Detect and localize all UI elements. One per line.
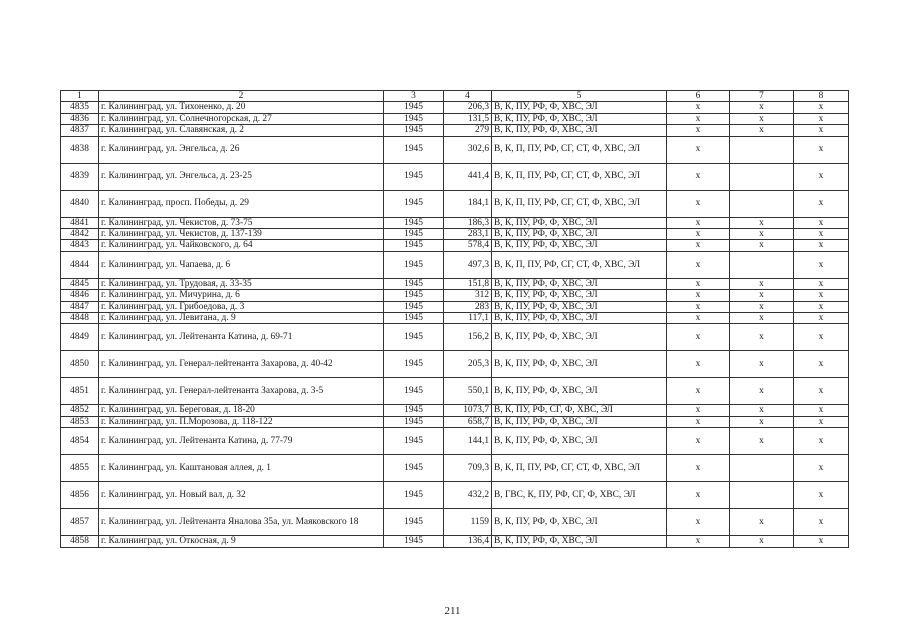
table-row — [61, 428, 849, 455]
row-col8-mark: x — [794, 190, 849, 217]
table-row — [61, 482, 849, 509]
row-works: В, К, П, ПУ, РФ, СГ, СТ, Ф, ХВС, ЭЛ — [492, 163, 667, 190]
row-year: 1945 — [384, 125, 444, 136]
row-col8-mark: x — [794, 125, 849, 136]
row-area: 186,3 — [444, 217, 492, 228]
table-row — [61, 190, 849, 217]
row-works: В, К, ПУ, РФ, Ф, ХВС, ЭЛ — [492, 351, 667, 378]
row-col7-mark — [730, 163, 794, 190]
row-col7-mark: x — [730, 290, 794, 301]
row-address: г. Калининград, ул. Лейтенанта Яналова 35а, ул. Маяковского 18 — [99, 509, 384, 536]
row-col8-mark: x — [794, 290, 849, 301]
row-works: В, К, ПУ, РФ, Ф, ХВС, ЭЛ — [492, 416, 667, 427]
row-col8-mark: x — [794, 416, 849, 427]
table-row — [61, 536, 849, 547]
row-col7-mark: x — [730, 509, 794, 536]
row-works: В, К, ПУ, РФ, Ф, ХВС, ЭЛ — [492, 217, 667, 228]
row-col7-mark: x — [730, 428, 794, 455]
col-header-6: 6 — [667, 91, 730, 102]
table-row — [61, 509, 849, 536]
row-col8-mark: x — [794, 163, 849, 190]
row-area: 302,6 — [444, 136, 492, 163]
row-col8-mark: x — [794, 455, 849, 482]
row-col7-mark — [730, 190, 794, 217]
row-works: В, К, ПУ, РФ, Ф, ХВС, ЭЛ — [492, 536, 667, 547]
row-col8-mark: x — [794, 324, 849, 351]
row-area: 312 — [444, 290, 492, 301]
table-row — [61, 455, 849, 482]
row-works: В, К, ПУ, РФ, Ф, ХВС, ЭЛ — [492, 278, 667, 289]
row-col7-mark: x — [730, 102, 794, 113]
table-row — [61, 229, 849, 240]
col-header-8: 8 — [794, 91, 849, 102]
row-col8-mark: x — [794, 378, 849, 405]
col-header-5: 5 — [492, 91, 667, 102]
row-area: 117,1 — [444, 313, 492, 324]
table-row — [61, 351, 849, 378]
row-year: 1945 — [384, 113, 444, 124]
table-row — [61, 405, 849, 416]
row-col6-mark: x — [667, 278, 730, 289]
row-col6-mark: x — [667, 190, 730, 217]
row-works: В, К, ПУ, РФ, СГ, Ф, ХВС, ЭЛ — [492, 405, 667, 416]
row-col7-mark: x — [730, 351, 794, 378]
row-year: 1945 — [384, 290, 444, 301]
row-number: 4853 — [61, 416, 99, 427]
row-address: г. Калининград, ул. Грибоедова, д. 3 — [99, 301, 384, 312]
row-col6-mark: x — [667, 378, 730, 405]
row-works: В, К, ПУ, РФ, Ф, ХВС, ЭЛ — [492, 428, 667, 455]
row-col6-mark: x — [667, 240, 730, 251]
row-col6-mark: x — [667, 251, 730, 278]
row-col7-mark: x — [730, 301, 794, 312]
row-col7-mark: x — [730, 536, 794, 547]
row-year: 1945 — [384, 378, 444, 405]
row-number: 4835 — [61, 102, 99, 113]
row-address: г. Калининград, ул. Чекистов, д. 137-139 — [99, 229, 384, 240]
row-address: г. Калининград, ул. Левитана, д. 9 — [99, 313, 384, 324]
row-year: 1945 — [384, 313, 444, 324]
row-works: В, К, ПУ, РФ, Ф, ХВС, ЭЛ — [492, 378, 667, 405]
row-year: 1945 — [384, 482, 444, 509]
table-row — [61, 290, 849, 301]
row-col7-mark: x — [730, 240, 794, 251]
row-year: 1945 — [384, 536, 444, 547]
row-address: г. Калининград, ул. Тихоненко, д. 20 — [99, 102, 384, 113]
row-address: г. Калининград, ул. Мичурина, д. 6 — [99, 290, 384, 301]
row-area: 441,4 — [444, 163, 492, 190]
row-address: г. Калининград, ул. Лейтенанта Катина, д. 77-79 — [99, 428, 384, 455]
row-col6-mark: x — [667, 324, 730, 351]
row-works: В, К, ПУ, РФ, Ф, ХВС, ЭЛ — [492, 313, 667, 324]
row-number: 4841 — [61, 217, 99, 228]
row-year: 1945 — [384, 190, 444, 217]
row-col8-mark: x — [794, 428, 849, 455]
col-header-1: 1 — [61, 91, 99, 102]
row-area: 283 — [444, 301, 492, 312]
row-year: 1945 — [384, 405, 444, 416]
row-area: 432,2 — [444, 482, 492, 509]
table-row — [61, 217, 849, 228]
row-area: 1073,7 — [444, 405, 492, 416]
row-area: 151,8 — [444, 278, 492, 289]
row-area: 136,4 — [444, 536, 492, 547]
row-year: 1945 — [384, 351, 444, 378]
row-works: В, К, ПУ, РФ, Ф, ХВС, ЭЛ — [492, 229, 667, 240]
row-col7-mark: x — [730, 313, 794, 324]
row-col8-mark: x — [794, 509, 849, 536]
row-year: 1945 — [384, 229, 444, 240]
row-year: 1945 — [384, 324, 444, 351]
row-col7-mark — [730, 455, 794, 482]
row-works: В, К, ПУ, РФ, Ф, ХВС, ЭЛ — [492, 290, 667, 301]
row-number: 4847 — [61, 301, 99, 312]
row-address: г. Калининград, ул. Энгельса, д. 26 — [99, 136, 384, 163]
row-number: 4858 — [61, 536, 99, 547]
row-works: В, К, ПУ, РФ, Ф, ХВС, ЭЛ — [492, 324, 667, 351]
row-col8-mark: x — [794, 240, 849, 251]
row-col6-mark: x — [667, 136, 730, 163]
row-number: 4843 — [61, 240, 99, 251]
row-col6-mark: x — [667, 313, 730, 324]
row-address: г. Калининград, ул. Лейтенанта Катина, д. 69-71 — [99, 324, 384, 351]
row-number: 4842 — [61, 229, 99, 240]
row-col7-mark: x — [730, 378, 794, 405]
row-address: г. Калининград, ул. Трудовая, д. 33-35 — [99, 278, 384, 289]
row-col8-mark: x — [794, 351, 849, 378]
row-number: 4851 — [61, 378, 99, 405]
table-row — [61, 278, 849, 289]
row-year: 1945 — [384, 278, 444, 289]
row-col8-mark: x — [794, 102, 849, 113]
row-area: 206,3 — [444, 102, 492, 113]
row-number: 4836 — [61, 113, 99, 124]
row-address: г. Калининград, ул. Откосная, д. 9 — [99, 536, 384, 547]
table-row — [61, 102, 849, 113]
col-header-2: 2 — [99, 91, 384, 102]
row-col8-mark: x — [794, 136, 849, 163]
row-col8-mark: x — [794, 251, 849, 278]
row-col6-mark: x — [667, 290, 730, 301]
row-year: 1945 — [384, 240, 444, 251]
row-address: г. Калининград, ул. Береговая, д. 18-20 — [99, 405, 384, 416]
row-col7-mark: x — [730, 229, 794, 240]
row-number: 4840 — [61, 190, 99, 217]
table-row — [61, 378, 849, 405]
table-row — [61, 324, 849, 351]
row-works: В, К, ПУ, РФ, Ф, ХВС, ЭЛ — [492, 509, 667, 536]
row-col7-mark — [730, 136, 794, 163]
row-area: 131,5 — [444, 113, 492, 124]
row-col6-mark: x — [667, 163, 730, 190]
row-col6-mark: x — [667, 428, 730, 455]
row-col6-mark: x — [667, 102, 730, 113]
row-col6-mark: x — [667, 536, 730, 547]
row-year: 1945 — [384, 301, 444, 312]
row-works: В, К, ПУ, РФ, Ф, ХВС, ЭЛ — [492, 240, 667, 251]
table-row — [61, 313, 849, 324]
row-number: 4849 — [61, 324, 99, 351]
row-col7-mark: x — [730, 125, 794, 136]
table-row — [61, 251, 849, 278]
row-year: 1945 — [384, 217, 444, 228]
col-header-4: 4 — [444, 91, 492, 102]
row-col8-mark: x — [794, 217, 849, 228]
row-col6-mark: x — [667, 351, 730, 378]
row-col6-mark: x — [667, 482, 730, 509]
row-address: г. Калининград, ул. Генерал-лейтенанта Захарова, д. 3-5 — [99, 378, 384, 405]
row-address: г. Калининград, ул. Чапаева, д. 6 — [99, 251, 384, 278]
row-col8-mark: x — [794, 278, 849, 289]
row-address: г. Калининград, ул. П.Морозова, д. 118-122 — [99, 416, 384, 427]
row-col7-mark: x — [730, 405, 794, 416]
row-number: 4845 — [61, 278, 99, 289]
row-col6-mark: x — [667, 113, 730, 124]
row-col7-mark: x — [730, 217, 794, 228]
table-row — [61, 240, 849, 251]
row-col6-mark: x — [667, 405, 730, 416]
col-header-3: 3 — [384, 91, 444, 102]
row-address: г. Калининград, ул. Солнечногорская, д. 27 — [99, 113, 384, 124]
row-number: 4848 — [61, 313, 99, 324]
row-area: 497,3 — [444, 251, 492, 278]
row-address: г. Калининград, ул. Чайковского, д. 64 — [99, 240, 384, 251]
row-area: 184,1 — [444, 190, 492, 217]
table-row — [61, 125, 849, 136]
row-area: 156,2 — [444, 324, 492, 351]
row-col6-mark: x — [667, 217, 730, 228]
row-col6-mark: x — [667, 301, 730, 312]
table-row — [61, 136, 849, 163]
row-works: В, К, П, ПУ, РФ, СГ, СТ, Ф, ХВС, ЭЛ — [492, 190, 667, 217]
row-address: г. Калининград, ул. Энгельса, д. 23-25 — [99, 163, 384, 190]
row-col8-mark: x — [794, 482, 849, 509]
page-number: 211 — [444, 605, 461, 617]
row-number: 4837 — [61, 125, 99, 136]
table-row — [61, 416, 849, 427]
row-col8-mark: x — [794, 301, 849, 312]
row-number: 4838 — [61, 136, 99, 163]
row-number: 4854 — [61, 428, 99, 455]
row-col6-mark: x — [667, 229, 730, 240]
row-area: 144,1 — [444, 428, 492, 455]
row-area: 283,1 — [444, 229, 492, 240]
row-col8-mark: x — [794, 313, 849, 324]
row-number: 4844 — [61, 251, 99, 278]
row-col8-mark: x — [794, 113, 849, 124]
row-works: В, К, П, ПУ, РФ, СГ, СТ, Ф, ХВС, ЭЛ — [492, 136, 667, 163]
row-address: г. Калининград, ул. Новый вал, д. 32 — [99, 482, 384, 509]
row-year: 1945 — [384, 102, 444, 113]
row-area: 578,4 — [444, 240, 492, 251]
row-col7-mark — [730, 251, 794, 278]
row-col6-mark: x — [667, 509, 730, 536]
row-works: В, К, ПУ, РФ, Ф, ХВС, ЭЛ — [492, 301, 667, 312]
header-row — [61, 91, 849, 102]
row-works: В, К, ПУ, РФ, Ф, ХВС, ЭЛ — [492, 102, 667, 113]
row-col7-mark — [730, 482, 794, 509]
row-address: г. Калининград, ул. Чекистов, д. 73-75 — [99, 217, 384, 228]
row-works: В, К, ПУ, РФ, Ф, ХВС, ЭЛ — [492, 113, 667, 124]
row-year: 1945 — [384, 455, 444, 482]
row-address: г. Калининград, ул. Генерал-лейтенанта Захарова, д. 40-42 — [99, 351, 384, 378]
row-number: 4839 — [61, 163, 99, 190]
row-col8-mark: x — [794, 229, 849, 240]
row-number: 4855 — [61, 455, 99, 482]
row-year: 1945 — [384, 136, 444, 163]
row-area: 1159 — [444, 509, 492, 536]
row-number: 4857 — [61, 509, 99, 536]
row-area: 279 — [444, 125, 492, 136]
col-header-7: 7 — [730, 91, 794, 102]
row-col7-mark: x — [730, 278, 794, 289]
row-year: 1945 — [384, 251, 444, 278]
table-row — [61, 301, 849, 312]
row-col8-mark: x — [794, 405, 849, 416]
row-year: 1945 — [384, 509, 444, 536]
register-table — [60, 90, 849, 548]
table-row — [61, 163, 849, 190]
row-works: В, К, П, ПУ, РФ, СГ, СТ, Ф, ХВС, ЭЛ — [492, 251, 667, 278]
row-number: 4850 — [61, 351, 99, 378]
row-address: г. Калининград, просп. Победы, д. 29 — [99, 190, 384, 217]
row-number: 4846 — [61, 290, 99, 301]
row-number: 4852 — [61, 405, 99, 416]
row-year: 1945 — [384, 163, 444, 190]
row-address: г. Калининград, ул. Каштановая аллея, д. 1 — [99, 455, 384, 482]
row-works: В, К, П, ПУ, РФ, СГ, СТ, Ф, ХВС, ЭЛ — [492, 455, 667, 482]
row-address: г. Калининград, ул. Славянская, д. 2 — [99, 125, 384, 136]
row-area: 205,3 — [444, 351, 492, 378]
row-works: В, К, ПУ, РФ, Ф, ХВС, ЭЛ — [492, 125, 667, 136]
table-row — [61, 113, 849, 124]
row-col6-mark: x — [667, 125, 730, 136]
row-col7-mark: x — [730, 113, 794, 124]
row-year: 1945 — [384, 428, 444, 455]
row-col8-mark: x — [794, 536, 849, 547]
row-number: 4856 — [61, 482, 99, 509]
row-col6-mark: x — [667, 455, 730, 482]
row-col7-mark: x — [730, 416, 794, 427]
row-col7-mark: x — [730, 324, 794, 351]
row-area: 709,3 — [444, 455, 492, 482]
row-area: 550,1 — [444, 378, 492, 405]
row-year: 1945 — [384, 416, 444, 427]
row-area: 658,7 — [444, 416, 492, 427]
row-works: В, ГВС, К, ПУ, РФ, СГ, Ф, ХВС, ЭЛ — [492, 482, 667, 509]
row-col6-mark: x — [667, 416, 730, 427]
